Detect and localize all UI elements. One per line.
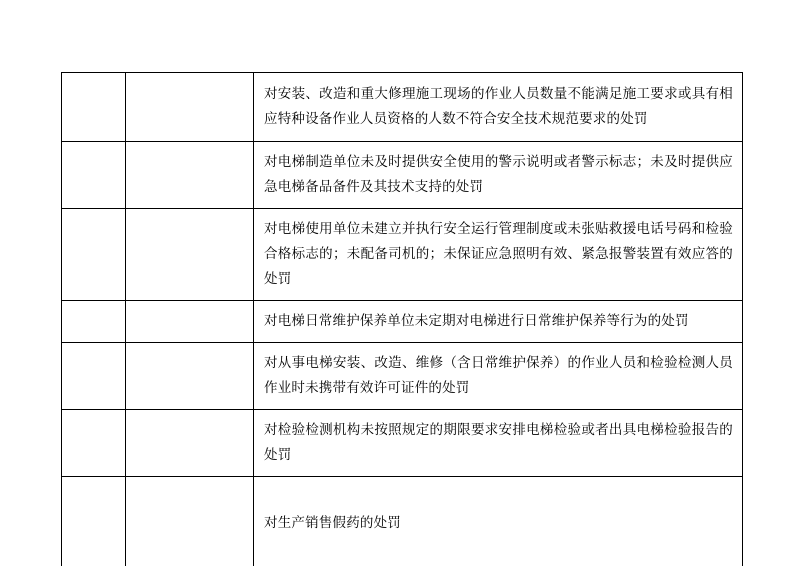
cell-description-text: 对电梯制造单位未及时提供安全使用的警示说明或者警示标志；未及时提供应急电梯备品备件及其技术支持的处罚 xyxy=(264,154,733,195)
table-row xyxy=(62,209,743,301)
table-cell-description xyxy=(254,301,743,343)
cell-subcategory-text xyxy=(126,410,253,426)
table-cell-subcategory xyxy=(126,73,254,142)
table-cell-category xyxy=(62,142,126,209)
table-cell-subcategory xyxy=(126,343,254,410)
cell-description-text: 对电梯使用单位未建立并执行安全运行管理制度或未张贴救援电话号码和检验合格标志的；未配备司机的；未保证应急照明有效、紧急报警装置有效应答的处罚 xyxy=(264,221,733,287)
table-cell-category xyxy=(62,301,126,343)
penalty-items-table xyxy=(61,72,743,566)
cell-subcategory-text xyxy=(126,343,253,359)
table-row xyxy=(62,477,743,566)
table-cell-subcategory xyxy=(126,209,254,301)
table-cell-description xyxy=(254,142,743,209)
table-cell-description xyxy=(254,73,743,142)
cell-description-text: 对电梯日常维护保养单位未定期对电梯进行日常维护保养等行为的处罚 xyxy=(264,313,689,329)
cell-description-text: 对检验检测机构未按照规定的期限要求安排电梯检验或者出具电梯检验报告的处罚 xyxy=(264,422,733,463)
table-cell-category xyxy=(62,343,126,410)
table-row xyxy=(62,142,743,209)
cell-description-text: 对生产销售假药的处罚 xyxy=(264,515,401,531)
table-cell-description xyxy=(254,477,743,566)
table-cell-description xyxy=(254,209,743,301)
table-cell-subcategory xyxy=(126,142,254,209)
cell-category-text xyxy=(62,477,125,545)
cell-subcategory-text xyxy=(126,477,253,545)
table-row xyxy=(62,73,743,142)
cell-category-text xyxy=(62,73,125,91)
cell-category-text xyxy=(62,410,125,426)
cell-subcategory-text xyxy=(126,142,253,158)
table-cell-description xyxy=(254,410,743,477)
cell-subcategory-text xyxy=(126,73,253,91)
table-cell-category xyxy=(62,73,126,142)
cell-description-text: 对从事电梯安装、改造、维修（含日常维护保养）的作业人员和检验检测人员作业时未携带有效许可证件的处罚 xyxy=(264,355,733,396)
cell-subcategory-text xyxy=(126,301,253,317)
cell-category-text xyxy=(62,142,125,158)
cell-category-text xyxy=(62,301,125,317)
table-cell-subcategory xyxy=(126,477,254,566)
table-row xyxy=(62,301,743,343)
table-cell-description xyxy=(254,343,743,410)
table-cell-category xyxy=(62,209,126,301)
cell-category-text xyxy=(62,343,125,359)
table-row xyxy=(62,410,743,477)
cell-description-text: 对安装、改造和重大修理施工现场的作业人员数量不能满足施工要求或具有相应特种设备作业人员资格的人数不符合安全技术规范要求的处罚 xyxy=(264,86,733,127)
cell-subcategory-text xyxy=(126,209,253,225)
table-cell-category xyxy=(62,410,126,477)
table-body xyxy=(62,73,743,566)
table-cell-subcategory xyxy=(126,301,254,343)
table-row xyxy=(62,343,743,410)
cell-category-text xyxy=(62,209,125,225)
table-cell-category xyxy=(62,477,126,566)
table-cell-subcategory xyxy=(126,410,254,477)
